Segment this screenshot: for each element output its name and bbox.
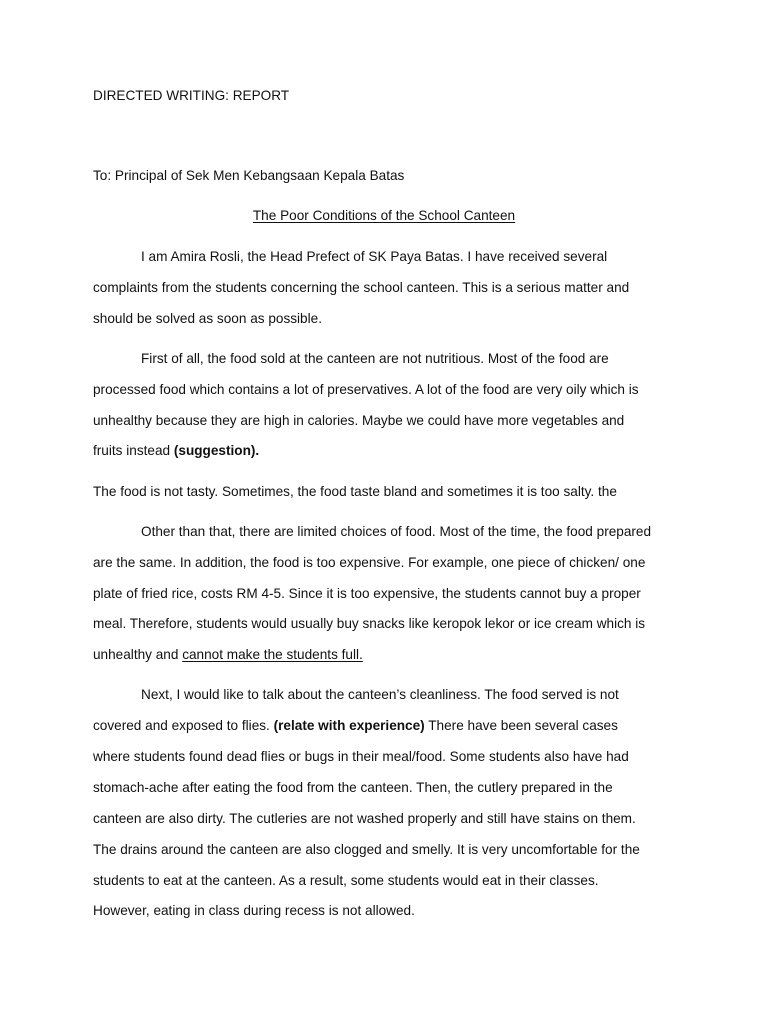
paragraph-2-line-4-text: fruits instead bbox=[93, 443, 174, 458]
paragraph-4-line-1: Other than that, there are limited choices of food. Most of the time, the food prepared bbox=[141, 524, 652, 539]
paragraph-5-line-4: stomach-ache after eating the food from the canteen. Then, the cutlery prepared in the bbox=[93, 780, 613, 795]
paragraph-5-line-8: However, eating in class during recess is not allowed. bbox=[93, 903, 415, 918]
paragraph-2-line-2: processed food which contains a lot of preservatives. A lot of the food are very oily which is bbox=[93, 382, 639, 397]
paragraph-5-line-3: where students found dead flies or bugs in their meal/food. Some students also have had bbox=[93, 749, 629, 764]
report-title: The Poor Conditions of the School Canteen bbox=[252, 208, 516, 223]
paragraph-5-line-5: canteen are also dirty. The cutleries are not washed properly and still have stains on them. bbox=[93, 811, 636, 826]
paragraph-4-line-3: plate of fried rice, costs RM 4-5. Since it is too expensive, the students cannot buy a proper bbox=[93, 586, 641, 601]
paragraph-3-line-1: The food is not tasty. Sometimes, the food taste bland and sometimes it is too salty. the bbox=[93, 484, 617, 499]
paragraph-4-line-2: are the same. In addition, the food is too expensive. For example, one piece of chicken/ one bbox=[93, 555, 646, 570]
paragraph-2-line-1: First of all, the food sold at the canteen are not nutritious. Most of the food are bbox=[141, 351, 609, 366]
experience-note: (relate with experience) bbox=[273, 718, 425, 733]
paragraph-5-line-2-rest: There have been several cases bbox=[424, 718, 618, 733]
paragraph-5-line-6: The drains around the canteen are also clogged and smelly. It is very uncomfortable for the bbox=[93, 842, 640, 857]
paragraph-4-line-5 bbox=[93, 646, 363, 664]
paragraph-5-line-7: students to eat at the canteen. As a result, some students would eat in their classes. bbox=[93, 873, 599, 888]
paragraph-5-line-2 bbox=[93, 717, 618, 735]
document-heading: DIRECTED WRITING: REPORT bbox=[93, 88, 290, 103]
underlined-phrase: cannot make the students full. bbox=[182, 647, 363, 662]
paragraph-1-line-2: complaints from the students concerning the school canteen. This is a serious matter and bbox=[93, 280, 630, 295]
recipient-line: To: Principal of Sek Men Kebangsaan Kepala Batas bbox=[93, 168, 405, 183]
paragraph-4-line-5-text: unhealthy and bbox=[93, 647, 183, 662]
paragraph-1-line-1: I am Amira Rosli, the Head Prefect of SK Paya Batas. I have received several bbox=[141, 249, 608, 264]
paragraph-5-line-2-text: covered and exposed to flies. bbox=[93, 718, 274, 733]
suggestion-note: (suggestion). bbox=[173, 443, 260, 458]
paragraph-1-line-3: should be solved as soon as possible. bbox=[93, 311, 322, 326]
paragraph-4-line-4: meal. Therefore, students would usually buy snacks like keropok lekor or ice cream which is bbox=[93, 616, 646, 631]
paragraph-2-line-3: unhealthy because they are high in calories. Maybe we could have more vegetables and bbox=[93, 413, 625, 428]
paragraph-2-line-4 bbox=[93, 442, 259, 460]
paragraph-5-line-1: Next, I would like to talk about the canteen’s cleanliness. The food served is not bbox=[141, 687, 619, 702]
